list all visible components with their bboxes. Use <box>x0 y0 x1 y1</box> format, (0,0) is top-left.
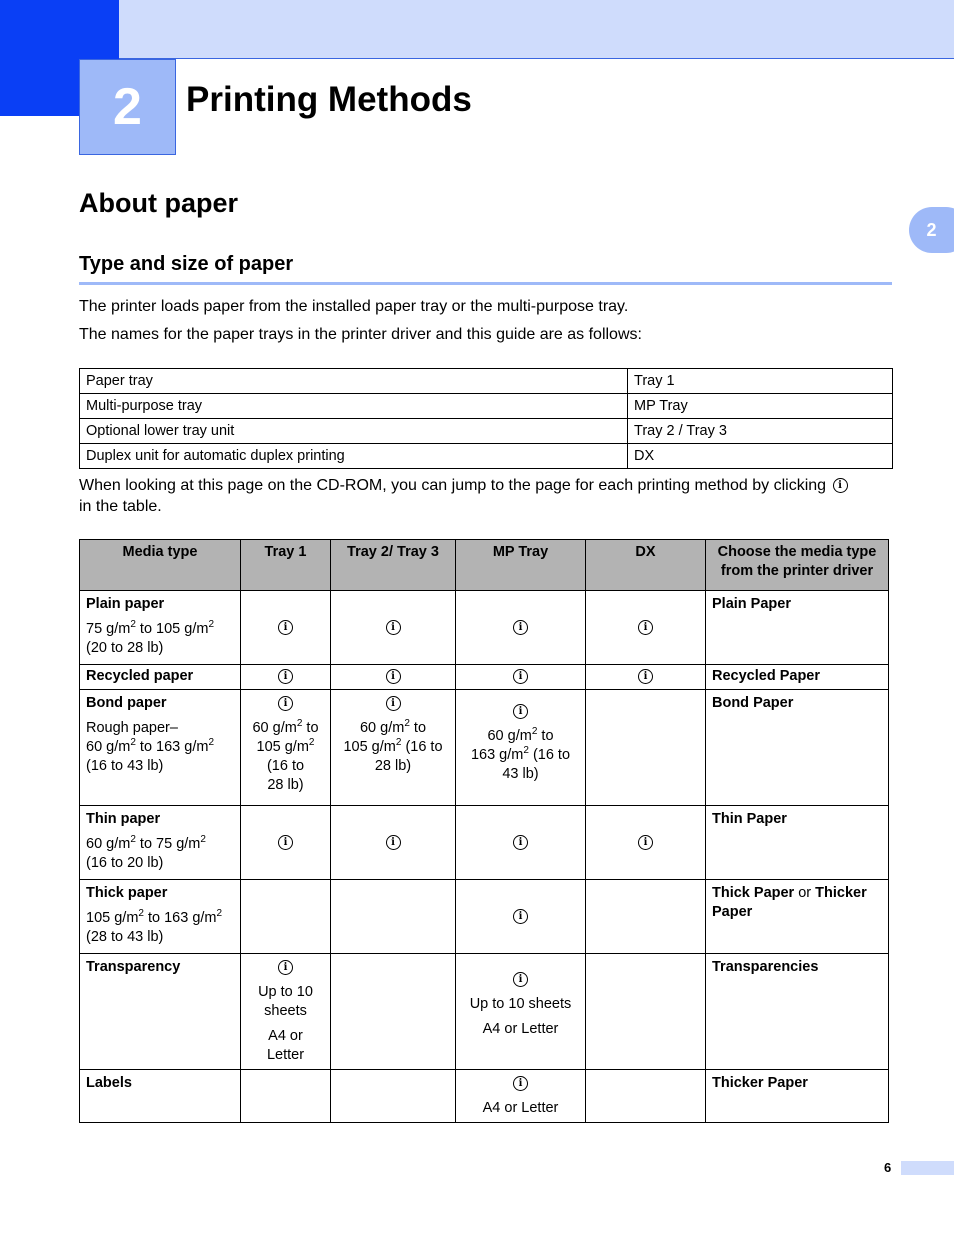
driver-media-cell: Thin Paper <box>706 806 889 880</box>
tray-cell <box>586 1070 706 1123</box>
weight-text: 60 g/m <box>359 720 405 736</box>
tray-cell <box>586 690 706 806</box>
info-circle-icon[interactable]: i <box>278 669 293 684</box>
table-row <box>80 954 889 1070</box>
cdrom-note-text-end: in the table. <box>79 498 162 515</box>
chapter-side-tab-number: 2 <box>926 219 937 240</box>
weight-text: 60 g/m <box>487 728 532 744</box>
info-circle-icon[interactable]: i <box>638 669 653 684</box>
tray-size: A4 or Letter <box>482 1021 559 1037</box>
table-cell: Tray 1 <box>628 369 893 394</box>
driver-media-or: or <box>794 885 816 901</box>
weight-text: 75 g/m <box>86 621 131 637</box>
tray-cell <box>241 1070 331 1123</box>
chapter-title: Printing Methods <box>186 80 472 119</box>
weight-text: to <box>409 720 427 736</box>
media-name: Transparency <box>80 954 241 1070</box>
weight-text: 60 g/m <box>252 720 297 736</box>
tray-cell <box>331 690 456 806</box>
media-name: Labels <box>80 1070 241 1123</box>
header-dx: DX <box>586 540 706 591</box>
table-row <box>80 690 889 806</box>
table-row <box>80 591 889 665</box>
tray-cell <box>331 880 456 954</box>
info-circle-icon[interactable]: i <box>513 835 528 850</box>
tray-weight <box>462 727 579 784</box>
media-name: Bond paper <box>86 695 167 711</box>
weight-text: (16 to <box>401 739 443 755</box>
driver-media-cell: Recycled Paper <box>706 665 889 690</box>
superscript: 2 <box>130 619 136 631</box>
weight-text: to 163 g/m <box>143 910 217 926</box>
table-cell: DX <box>628 444 893 469</box>
header-tray23: Tray 2/ Tray 3 <box>331 540 456 591</box>
superscript: 2 <box>130 834 136 846</box>
info-circle-icon[interactable]: i <box>278 696 293 711</box>
weight-text: to 105 g/m <box>135 621 209 637</box>
info-circle-icon[interactable]: i <box>278 960 293 975</box>
tray-cell <box>241 806 331 880</box>
tray-cell <box>456 880 586 954</box>
table-row <box>80 880 889 954</box>
tray-cell <box>241 665 331 690</box>
media-name: Plain paper <box>86 596 165 612</box>
header-mp-tray: MP Tray <box>456 540 586 591</box>
table-row <box>80 1070 889 1123</box>
media-cell <box>80 880 241 954</box>
driver-media-cell: Bond Paper <box>706 690 889 806</box>
tray-capacity <box>247 983 324 1021</box>
info-circle-icon[interactable]: i <box>278 835 293 850</box>
driver-media-name: Thicker Paper <box>712 885 867 920</box>
tray-weight <box>247 719 324 795</box>
info-circle-icon[interactable]: i <box>386 669 401 684</box>
info-circle-icon[interactable]: i <box>386 620 401 635</box>
weight-text: 60 g/m <box>86 739 131 755</box>
weight-text: to <box>537 728 554 744</box>
media-weight <box>86 620 234 658</box>
tray-cell <box>456 1070 586 1123</box>
page-number-bar <box>901 1161 954 1175</box>
tray-cell <box>241 880 331 954</box>
tray-cell <box>241 954 331 1070</box>
info-circle-icon[interactable]: i <box>513 620 528 635</box>
info-circle-icon[interactable]: i <box>386 835 401 850</box>
weight-text: (16 to <box>266 758 305 774</box>
weight-text: to <box>302 720 319 736</box>
size-text: Letter <box>266 1047 305 1063</box>
header-tray1: Tray 1 <box>241 540 331 591</box>
table-row <box>80 806 889 880</box>
table-row <box>80 394 893 419</box>
tray-cell <box>331 954 456 1070</box>
info-circle-icon[interactable]: i <box>513 704 528 719</box>
media-cell <box>80 806 241 880</box>
header-band <box>0 0 954 59</box>
superscript: 2 <box>208 619 215 631</box>
tray-cell <box>331 665 456 690</box>
tray-cell <box>241 690 331 806</box>
superscript: 2 <box>523 745 529 757</box>
subsection-rule <box>79 282 892 285</box>
table-header-row <box>80 540 889 591</box>
driver-media-cell: Plain Paper <box>706 591 889 665</box>
table-cell: Tray 2 / Tray 3 <box>628 419 893 444</box>
tray-cell <box>241 591 331 665</box>
superscript: 2 <box>216 908 223 920</box>
weight-lb: (16 to 43 lb) <box>86 758 164 774</box>
section-title: About paper <box>79 188 238 218</box>
page-number: 6 <box>884 1160 892 1175</box>
tray-cell <box>456 665 586 690</box>
chapter-number: 2 <box>113 78 142 136</box>
weight-text: 28 lb) <box>267 777 304 793</box>
weight-text: 43 lb) <box>502 766 539 782</box>
weight-text: 105 g/m <box>86 910 139 926</box>
tray-cell <box>456 954 586 1070</box>
info-circle-icon[interactable]: i <box>638 620 653 635</box>
info-circle-icon[interactable]: i <box>833 478 848 493</box>
media-weight <box>86 835 234 873</box>
info-circle-icon[interactable]: i <box>278 620 293 635</box>
tray-cell <box>456 591 586 665</box>
media-name: Thin paper <box>86 811 161 827</box>
superscript: 2 <box>395 737 402 749</box>
tray-size <box>247 1027 324 1065</box>
superscript: 2 <box>531 726 538 738</box>
table-row <box>80 369 893 394</box>
tray-names-table <box>79 368 893 469</box>
tray-cell <box>586 954 706 1070</box>
weight-text: (16 to <box>528 747 571 763</box>
info-circle-icon[interactable]: i <box>386 696 401 711</box>
size-text: A4 or <box>268 1028 303 1044</box>
media-cell <box>80 591 241 665</box>
media-name: Recycled paper <box>80 665 241 690</box>
weight-text: 163 g/m <box>470 747 524 763</box>
tray-capacity: Up to 10 sheets <box>469 996 572 1012</box>
capacity-text: sheets <box>264 1003 307 1019</box>
driver-media-cell: Transparencies <box>706 954 889 1070</box>
media-rough: Rough paper– <box>86 720 178 736</box>
tray-cell <box>586 665 706 690</box>
table-cell: MP Tray <box>628 394 893 419</box>
header-driver-media: Choose the media type from the printer driver <box>706 540 889 591</box>
subsection-title: Type and size of paper <box>79 253 294 275</box>
superscript: 2 <box>208 737 215 749</box>
driver-media-cell: Thicker Paper <box>706 1070 889 1123</box>
table-cell: Duplex unit for automatic duplex printing <box>80 444 628 469</box>
info-circle-icon[interactable]: i <box>513 972 528 987</box>
table-row <box>80 419 893 444</box>
media-name: Thick paper <box>86 885 168 901</box>
weight-text: 105 g/m <box>343 739 396 755</box>
weight-text: to 163 g/m <box>135 739 209 755</box>
tray-cell <box>586 880 706 954</box>
tray-cell <box>331 1070 456 1123</box>
media-cell <box>80 690 241 806</box>
superscript: 2 <box>308 737 315 749</box>
info-circle-icon[interactable]: i <box>513 909 528 924</box>
intro-paragraph-1: The printer loads paper from the installed paper tray or the multi-purpose tray. <box>79 298 629 315</box>
driver-media-name: Thick Paper <box>712 885 795 901</box>
superscript: 2 <box>296 718 303 730</box>
table-row <box>80 444 893 469</box>
superscript: 2 <box>200 834 206 846</box>
capacity-text: Up to 10 <box>258 984 313 1000</box>
weight-text: 60 g/m <box>86 836 131 852</box>
weight-lb: (16 to 20 lb) <box>86 855 164 871</box>
weight-text: 28 lb) <box>374 758 412 774</box>
info-circle-icon[interactable]: i <box>638 835 653 850</box>
weight-text: to 75 g/m <box>135 836 201 852</box>
cdrom-note <box>79 475 894 517</box>
driver-media-cell <box>706 880 889 954</box>
weight-lb: (28 to 43 lb) <box>86 929 164 945</box>
tray-cell <box>586 806 706 880</box>
header-media-type: Media type <box>80 540 241 591</box>
media-weight <box>86 738 234 776</box>
media-type-table <box>79 539 889 1123</box>
media-weight <box>86 909 234 947</box>
tray-size: A4 or Letter <box>482 1100 559 1116</box>
superscript: 2 <box>404 718 410 730</box>
table-cell: Optional lower tray unit <box>80 419 628 444</box>
tray-cell <box>586 591 706 665</box>
superscript: 2 <box>138 908 144 920</box>
tray-cell <box>456 806 586 880</box>
weight-lb: (20 to 28 lb) <box>86 640 164 656</box>
superscript: 2 <box>130 737 136 749</box>
weight-text: 105 g/m <box>256 739 309 755</box>
tray-cell <box>456 690 586 806</box>
info-circle-icon[interactable]: i <box>513 669 528 684</box>
intro-paragraph-2: The names for the paper trays in the printer driver and this guide are as follows: <box>79 326 642 343</box>
tray-cell <box>331 591 456 665</box>
tray-weight <box>337 719 449 776</box>
table-cell: Multi-purpose tray <box>80 394 628 419</box>
table-row <box>80 665 889 690</box>
cdrom-note-text: When looking at this page on the CD-ROM, you can jump to the page for each printing method by clicking <box>79 477 827 494</box>
tray-cell <box>331 806 456 880</box>
table-cell: Paper tray <box>80 369 628 394</box>
info-circle-icon[interactable]: i <box>513 1076 528 1091</box>
